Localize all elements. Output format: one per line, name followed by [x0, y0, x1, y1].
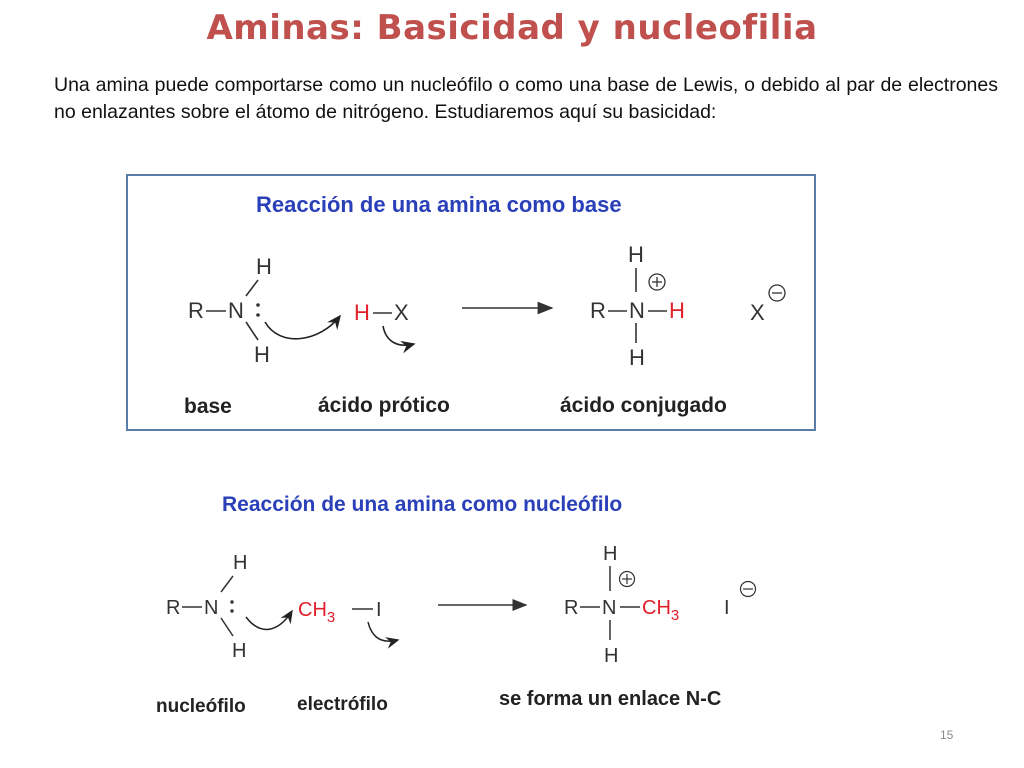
conjugate-acid-label: ácido conjugado	[560, 394, 727, 417]
base-reaction-heading: Reacción de una amina como base	[256, 192, 622, 217]
new-hydrogen-atom: H	[669, 298, 685, 323]
nucleophile-label: nucleófilo	[156, 696, 246, 717]
lone-pair-dot	[256, 313, 260, 317]
base-label: base	[184, 395, 232, 418]
nitrogen-atom: N	[204, 597, 219, 619]
bond-break-arrow	[383, 326, 414, 345]
r-group-atom: R	[564, 597, 579, 619]
electron-arrow	[246, 611, 292, 629]
nitrogen-atom: N	[629, 298, 645, 323]
protic-acid-label: ácido prótico	[318, 394, 450, 417]
slide-title: Aminas: Basicidad y nucleofilia	[206, 8, 818, 48]
n-h-bond	[221, 618, 233, 636]
nitrogen-atom: N	[228, 298, 244, 323]
page-number: 15	[940, 728, 954, 742]
hydrogen-atom: H	[603, 543, 618, 565]
bond-break-arrow	[368, 622, 398, 641]
hydrogen-atom: H	[232, 640, 247, 662]
hydrogen-atom: H	[254, 342, 270, 367]
methyl-group: $CH_3$	[642, 597, 680, 624]
x-atom: X	[394, 300, 409, 325]
hydrogen-atom: H	[604, 645, 619, 667]
lone-pair-dot	[230, 609, 233, 612]
electrophile-label: electrófilo	[297, 694, 388, 715]
lone-pair-dot	[230, 600, 233, 603]
n-h-bond	[221, 576, 233, 592]
hydrogen-atom: H	[256, 254, 272, 279]
bond-formation-label: se forma un enlace N-C	[499, 688, 722, 710]
methyl-group: $CH_3$	[298, 599, 336, 626]
nucleophile-reaction-heading: Reacción de una amina como nucleófilo	[222, 493, 623, 516]
nitrogen-atom: N	[602, 597, 617, 619]
electron-arrow	[265, 316, 340, 339]
r-group-atom: R	[590, 298, 606, 323]
n-h-bond	[246, 322, 258, 340]
hydrogen-atom: H	[628, 242, 644, 267]
intro-paragraph: Una amina puede comportarse como un nucleófilo o como una base de Lewis, o debido al par de electrones no enlazantes sobre el átomo de nitrógeno. Estudiaremos aquí su basicidad:	[54, 74, 998, 123]
r-group-atom: R	[188, 298, 204, 323]
iodide-atom: I	[724, 597, 730, 619]
n-h-bond	[246, 280, 258, 296]
iodine-atom: I	[376, 599, 382, 621]
x-anion-atom: X	[750, 300, 765, 325]
lone-pair-dot	[256, 303, 260, 307]
hydrogen-atom: H	[629, 345, 645, 370]
hydrogen-atom: H	[233, 552, 248, 574]
r-group-atom: R	[166, 597, 181, 619]
proton-atom: H	[354, 300, 370, 325]
